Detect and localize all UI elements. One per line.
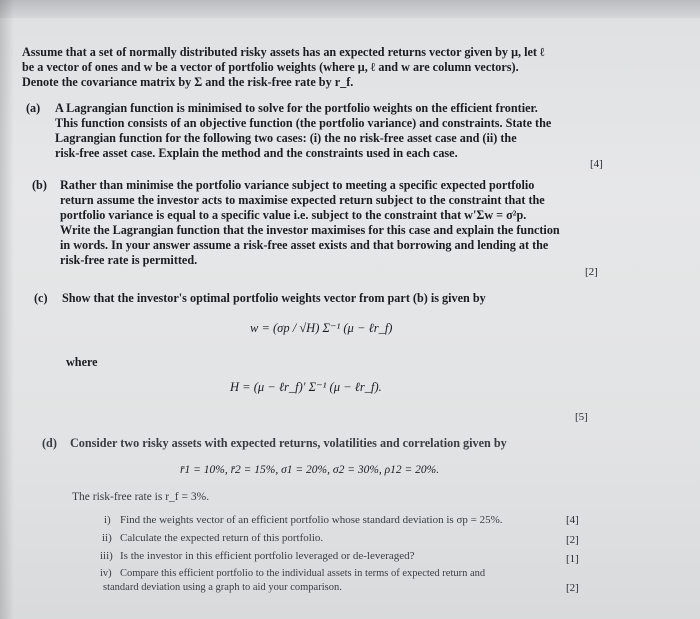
part-b-line-5: in words. In your answer assume a risk-free asset exists and that borrowing and lending at the	[60, 238, 549, 252]
part-d-item-1-num: i)	[104, 514, 111, 526]
part-d-item-2-text: Calculate the expected return of this portfolio.	[120, 532, 324, 544]
part-d-item-2-marks: [2]	[566, 534, 579, 546]
formula-h: H = (μ − ℓr_f)′ Σ⁻¹ (μ − ℓr_f).	[230, 380, 382, 394]
formula-w: w = (σp / √H) Σ⁻¹ (μ − ℓr_f)	[250, 321, 393, 335]
part-b-line-2: return assume the investor acts to maximise expected return subject to the constraint that the	[60, 193, 545, 207]
part-a-marks: [4]	[590, 158, 603, 170]
part-c-marks: [5]	[575, 411, 588, 423]
part-a-line-1: A Lagrangian function is minimised to solve for the portfolio weights on the efficient frontier.	[55, 101, 538, 115]
part-c-label: (c)	[34, 291, 48, 305]
part-b-line-1: Rather than minimise the portfolio variance subject to meeting a specific expected portfolio	[60, 178, 535, 192]
page-shadow	[0, 0, 14, 619]
part-a-line-4: risk-free asset case. Explain the method and the constraints used in each case.	[55, 146, 458, 160]
part-b-label: (b)	[32, 178, 47, 192]
part-d-item-5-text: standard deviation using a graph to aid your comparison.	[103, 582, 342, 593]
part-a-line-2: This function consists of an objective function (the portfolio variance) and constraints. State the	[55, 116, 552, 130]
part-b-line-4: Write the Lagrangian function that the investor maximises for this case and explain the function	[60, 223, 560, 237]
part-b-line-3: portfolio variance is equal to a specific value i.e. subject to the constraint that w'Σw = σ²p.	[60, 208, 527, 222]
part-d-line: Consider two risky assets with expected returns, volatilities and correlation given by	[70, 436, 507, 450]
part-d-item-4-marks: [2]	[566, 582, 579, 594]
part-d-item-3-text: Is the investor in this efficient portfolio leveraged or de-leveraged?	[120, 550, 415, 562]
part-d-item-3-num: iii)	[100, 550, 113, 562]
page-top-edge	[0, 0, 700, 18]
intro-line-1: Assume that a set of normally distributed risky assets has an expected returns vector given by μ, let ℓ	[22, 45, 545, 59]
part-d-item-1-text: Find the weights vector of an efficient portfolio whose standard deviation is σp = 25%.	[120, 514, 503, 526]
part-d-label: (d)	[42, 436, 57, 450]
part-a-label: (a)	[26, 101, 41, 115]
part-d-params: r̄1 = 10%, r̄2 = 15%, σ1 = 20%, σ2 = 30%, ρ12 = 20%.	[180, 464, 440, 476]
part-b-marks: [2]	[585, 266, 598, 278]
intro-line-3: Denote the covariance matrix by Σ and the risk-free rate by r_f.	[22, 75, 354, 89]
part-a-line-3: Lagrangian function for the following two cases: (i) the no risk-free asset case and (ii) the	[55, 131, 517, 145]
part-c-where: where	[66, 355, 98, 369]
part-d-item-1-marks: [4]	[566, 514, 579, 526]
part-c-line: Show that the investor's optimal portfolio weights vector from part (b) is given by	[62, 291, 486, 305]
part-b-line-6: risk-free rate is permitted.	[60, 253, 198, 267]
part-d-item-4-text: Compare this efficient portfolio to the individual assets in terms of expected return and	[120, 568, 486, 579]
part-d-item-3-marks: [1]	[566, 553, 579, 565]
part-d-item-2-num: ii)	[102, 532, 112, 544]
intro-line-2: be a vector of ones and w be a vector of portfolio weights (where μ, ℓ and w are column vectors).	[22, 60, 519, 74]
part-d-item-4-num: iv)	[100, 568, 112, 579]
part-d-riskfree: The risk-free rate is r_f = 3%.	[72, 491, 210, 503]
